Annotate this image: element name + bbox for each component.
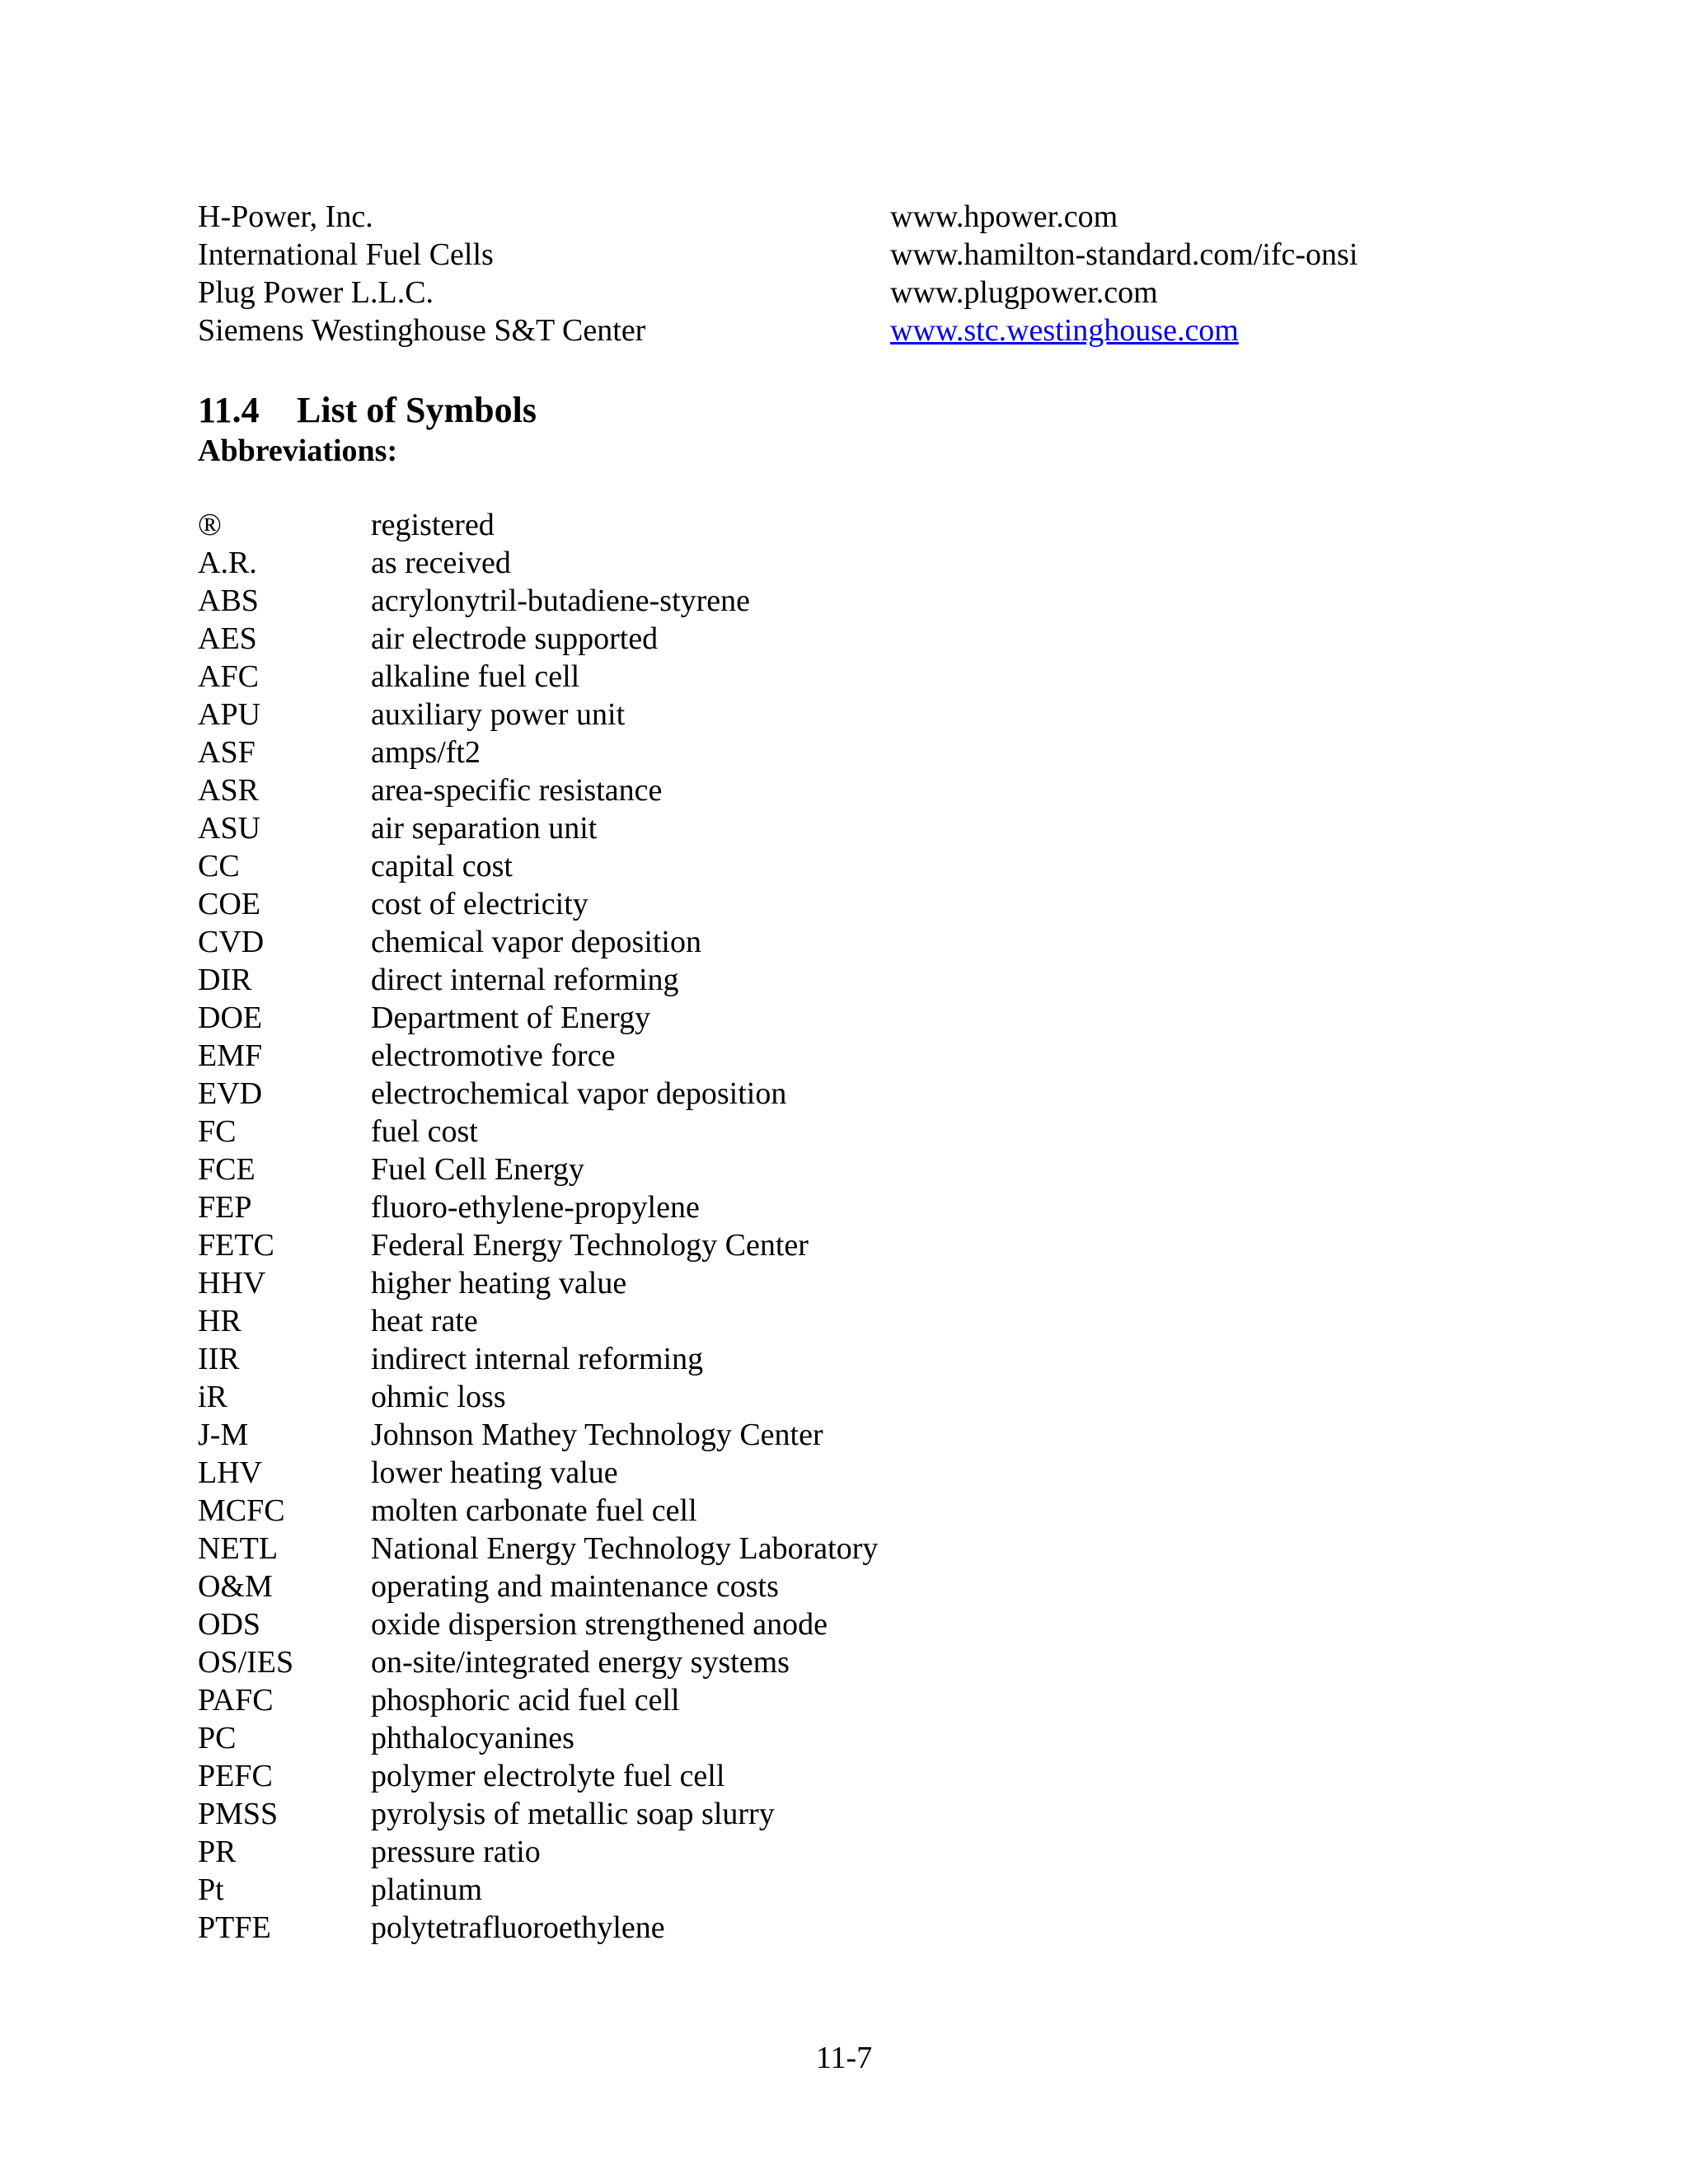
abbreviation-term: COE xyxy=(198,887,260,921)
abbreviation-term: HR xyxy=(198,1304,241,1338)
abbreviation-definition: cost of electricity xyxy=(371,887,588,921)
abbreviation-row xyxy=(198,1226,1022,1264)
abbreviation-term: DIR xyxy=(198,963,252,997)
abbreviation-definition: air separation unit xyxy=(371,811,598,846)
company-name: Plug Power L.L.C. xyxy=(198,275,434,310)
abbreviation-term: DOE xyxy=(198,1001,263,1035)
abbreviation-definition: pressure ratio xyxy=(371,1835,541,1869)
abbreviation-term: PTFE xyxy=(198,1910,271,1945)
abbreviation-term: AES xyxy=(198,621,257,656)
abbreviation-row xyxy=(198,771,1022,809)
abbreviation-row xyxy=(198,658,1022,696)
abbreviation-row xyxy=(198,696,1022,733)
abbreviation-definition: phosphoric acid fuel cell xyxy=(371,1683,680,1718)
abbreviation-term: ASF xyxy=(198,735,256,770)
abbreviation-definition: polytetrafluoroethylene xyxy=(371,1910,665,1945)
abbreviation-term: iR xyxy=(198,1380,227,1414)
abbreviation-row xyxy=(198,1037,1022,1075)
abbreviation-definition: heat rate xyxy=(371,1304,478,1338)
abbreviation-row xyxy=(198,961,1022,999)
company-url xyxy=(890,312,1239,349)
abbreviation-term: ABS xyxy=(198,583,259,618)
abbreviation-term: A.R. xyxy=(198,546,257,580)
abbreviation-term: CVD xyxy=(198,925,265,959)
abbreviation-term: HHV xyxy=(198,1266,266,1301)
abbreviation-row xyxy=(198,506,1022,544)
section-heading xyxy=(198,387,537,434)
abbreviation-term: FETC xyxy=(198,1228,274,1263)
abbreviation-definition: electromotive force xyxy=(371,1038,616,1073)
abbreviation-term: FEP xyxy=(198,1190,252,1225)
abbreviation-term: PR xyxy=(198,1835,237,1869)
abbreviation-term: PEFC xyxy=(198,1759,273,1793)
abbreviation-row xyxy=(198,733,1022,771)
abbreviation-row xyxy=(198,1378,1022,1416)
abbreviation-term: IIR xyxy=(198,1342,240,1376)
abbreviation-term: ASR xyxy=(198,773,259,808)
abbreviation-definition: Johnson Mathey Technology Center xyxy=(371,1418,823,1452)
abbreviation-definition: auxiliary power unit xyxy=(371,697,626,732)
abbreviation-term: FC xyxy=(198,1114,237,1149)
abbreviation-definition: National Energy Technology Laboratory xyxy=(371,1531,879,1566)
company-name: H-Power, Inc. xyxy=(198,199,373,234)
abbreviation-row xyxy=(198,1643,1022,1681)
abbreviation-row xyxy=(198,999,1022,1037)
abbreviation-row xyxy=(198,1757,1022,1795)
abbreviation-row xyxy=(198,1113,1022,1151)
section-number: 11.4 xyxy=(198,390,260,430)
abbreviation-row xyxy=(198,809,1022,847)
abbreviation-term: PC xyxy=(198,1721,237,1755)
page-number: 11-7 xyxy=(815,2041,873,2075)
abbreviation-row xyxy=(198,1302,1022,1340)
abbreviations-list xyxy=(198,506,1022,1947)
abbreviation-term: CC xyxy=(198,849,240,883)
abbreviation-definition: chemical vapor deposition xyxy=(371,925,701,959)
abbreviation-definition: area-specific resistance xyxy=(371,773,663,808)
abbreviation-term: ASU xyxy=(198,811,261,846)
abbreviation-row xyxy=(198,1795,1022,1833)
abbreviation-definition: operating and maintenance costs xyxy=(371,1569,779,1604)
abbreviation-row xyxy=(198,1416,1022,1454)
abbreviation-row xyxy=(198,885,1022,923)
abbreviation-definition: direct internal reforming xyxy=(371,963,679,997)
abbreviation-term: FCE xyxy=(198,1152,256,1187)
abbreviation-row xyxy=(198,1681,1022,1719)
company-url: www.hamilton-standard.com/ifc-onsi xyxy=(890,237,1358,272)
company-link-row xyxy=(198,274,1484,312)
abbreviation-row xyxy=(198,1719,1022,1757)
abbreviation-row xyxy=(198,1530,1022,1568)
abbreviation-row xyxy=(198,582,1022,620)
abbreviation-term: J-M xyxy=(198,1418,249,1452)
abbreviation-definition: indirect internal reforming xyxy=(371,1342,704,1376)
company-name: Siemens Westinghouse S&T Center xyxy=(198,313,646,348)
abbreviation-row xyxy=(198,847,1022,885)
abbreviation-term: EMF xyxy=(198,1038,263,1073)
abbreviation-definition: air electrode supported xyxy=(371,621,659,656)
abbreviation-row xyxy=(198,1264,1022,1302)
abbreviation-row xyxy=(198,1909,1022,1947)
company-url: www.hpower.com xyxy=(890,199,1118,234)
abbreviation-term: APU xyxy=(198,697,261,732)
abbreviation-definition: amps/ft2 xyxy=(371,735,481,770)
abbreviation-row xyxy=(198,1568,1022,1605)
company-links-list xyxy=(198,198,1484,349)
abbreviation-term: NETL xyxy=(198,1531,279,1566)
abbreviation-term: OS/IES xyxy=(198,1645,294,1680)
abbreviation-definition: lower heating value xyxy=(371,1455,618,1490)
abbreviation-definition: molten carbonate fuel cell xyxy=(371,1493,697,1528)
abbreviation-definition: capital cost xyxy=(371,849,513,883)
abbreviation-row xyxy=(198,1492,1022,1530)
abbreviation-row xyxy=(198,1075,1022,1113)
abbreviation-definition: on-site/integrated energy systems xyxy=(371,1645,790,1680)
abbreviation-term: LHV xyxy=(198,1455,263,1490)
abbreviation-row xyxy=(198,1833,1022,1871)
abbreviation-term: EVD xyxy=(198,1076,263,1111)
abbreviation-term: PAFC xyxy=(198,1683,274,1718)
abbreviation-definition: higher heating value xyxy=(371,1266,627,1301)
abbreviation-term: AFC xyxy=(198,659,259,694)
abbreviation-definition: pyrolysis of metallic soap slurry xyxy=(371,1797,775,1831)
abbreviation-definition: Fuel Cell Energy xyxy=(371,1152,584,1187)
abbreviation-row xyxy=(198,923,1022,961)
abbreviation-definition: registered xyxy=(371,508,495,542)
abbreviation-definition: platinum xyxy=(371,1872,483,1907)
abbreviation-row xyxy=(198,1340,1022,1378)
abbreviation-row xyxy=(198,1605,1022,1643)
abbreviation-definition: ohmic loss xyxy=(371,1380,506,1414)
abbreviation-row xyxy=(198,1871,1022,1909)
company-link-row xyxy=(198,236,1484,274)
abbreviation-term: MCFC xyxy=(198,1493,285,1528)
abbreviation-definition: fuel cost xyxy=(371,1114,478,1149)
abbreviation-row xyxy=(198,1188,1022,1226)
abbreviations-subheading: Abbreviations: xyxy=(198,434,398,468)
abbreviation-definition: Department of Energy xyxy=(371,1001,651,1035)
abbreviation-row xyxy=(198,1151,1022,1188)
abbreviation-definition: phthalocyanines xyxy=(371,1721,574,1755)
company-url: www.plugpower.com xyxy=(890,275,1158,310)
abbreviation-term: PMSS xyxy=(198,1797,279,1831)
abbreviation-definition: polymer electrolyte fuel cell xyxy=(371,1759,725,1793)
abbreviation-definition: acrylonytril-butadiene-styrene xyxy=(371,583,751,618)
company-name: International Fuel Cells xyxy=(198,237,494,272)
abbreviation-term: ® xyxy=(198,508,222,542)
abbreviation-row xyxy=(198,1454,1022,1492)
abbreviation-definition: electrochemical vapor deposition xyxy=(371,1076,787,1111)
westinghouse-hyperlink[interactable]: www.stc.westinghouse.com xyxy=(890,313,1239,348)
abbreviation-definition: Federal Energy Technology Center xyxy=(371,1228,809,1263)
abbreviation-definition: as received xyxy=(371,546,511,580)
abbreviation-row xyxy=(198,620,1022,658)
company-link-row xyxy=(198,198,1484,236)
abbreviation-definition: fluoro-ethylene-propylene xyxy=(371,1190,700,1225)
abbreviation-definition: alkaline fuel cell xyxy=(371,659,580,694)
company-link-row xyxy=(198,312,1484,349)
section-title: List of Symbols xyxy=(297,390,537,430)
abbreviation-term: ODS xyxy=(198,1607,261,1642)
abbreviation-term: Pt xyxy=(198,1872,224,1907)
abbreviation-definition: oxide dispersion strengthened anode xyxy=(371,1607,828,1642)
abbreviation-row xyxy=(198,544,1022,582)
abbreviation-term: O&M xyxy=(198,1569,273,1604)
